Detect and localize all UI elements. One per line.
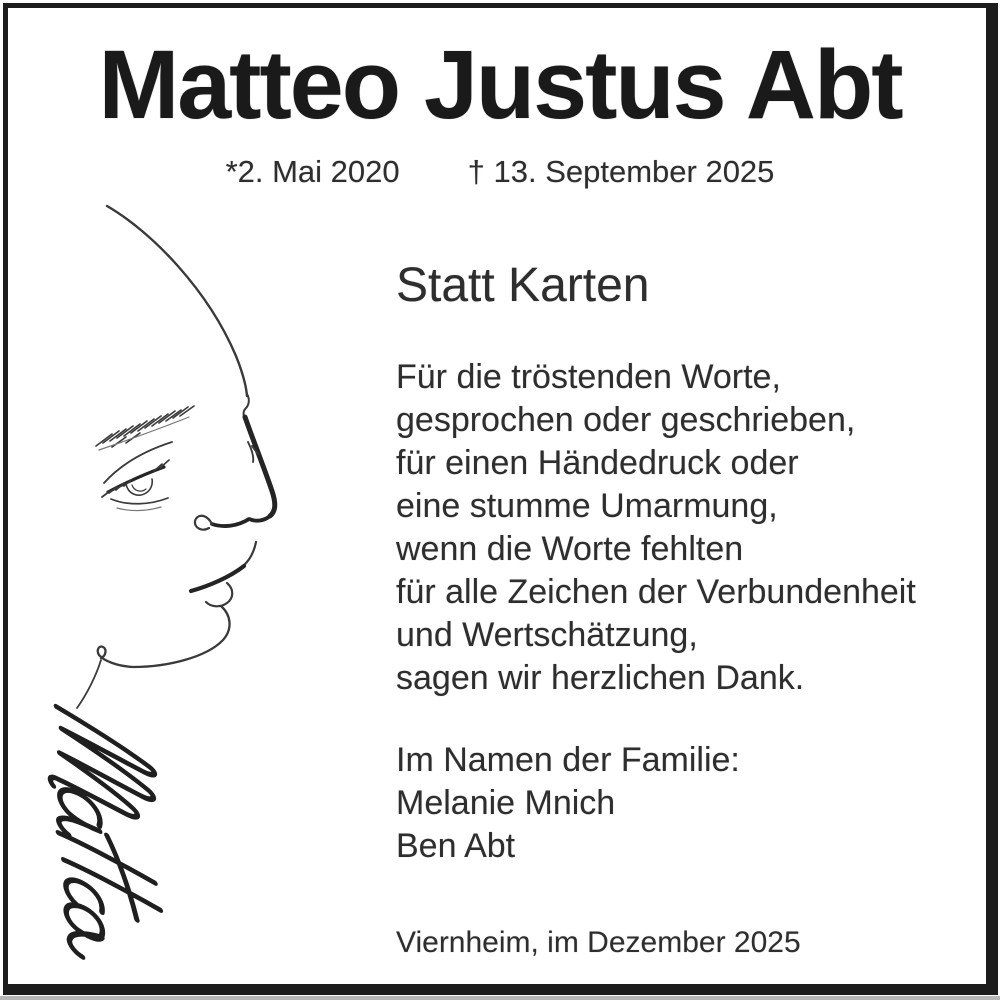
body-line: für einen Händedruck oder	[396, 444, 799, 482]
body-line: wenn die Worte fehlten	[396, 530, 744, 568]
body-line: sagen wir herzlichen Dank.	[396, 659, 805, 697]
life-dates	[0, 154, 1000, 190]
body-line: und Wertschätzung,	[396, 616, 698, 654]
family-section	[396, 739, 740, 868]
death-date: † 13. September 2025	[467, 154, 775, 189]
family-intro: Im Namen der Familie:	[396, 741, 740, 779]
body-line: gesprochen oder geschrieben,	[396, 401, 856, 439]
body-line: Für die tröstenden Worte,	[396, 358, 781, 396]
family-name: Melanie Mnich	[396, 784, 616, 822]
deceased-name: Matteo Justus Abt	[98, 30, 902, 139]
body-line: eine stumme Umarmung,	[396, 487, 778, 525]
birth-date: *2. Mai 2020	[225, 154, 400, 189]
family-name: Ben Abt	[396, 827, 516, 865]
scan-edge	[0, 996, 1000, 1000]
place-date-line: Viernheim, im Dezember 2025	[396, 926, 801, 959]
section-heading: Statt Karten	[396, 259, 650, 312]
body-line: für alle Zeichen der Verbundenheit	[396, 573, 916, 611]
thank-you-text	[396, 356, 916, 700]
